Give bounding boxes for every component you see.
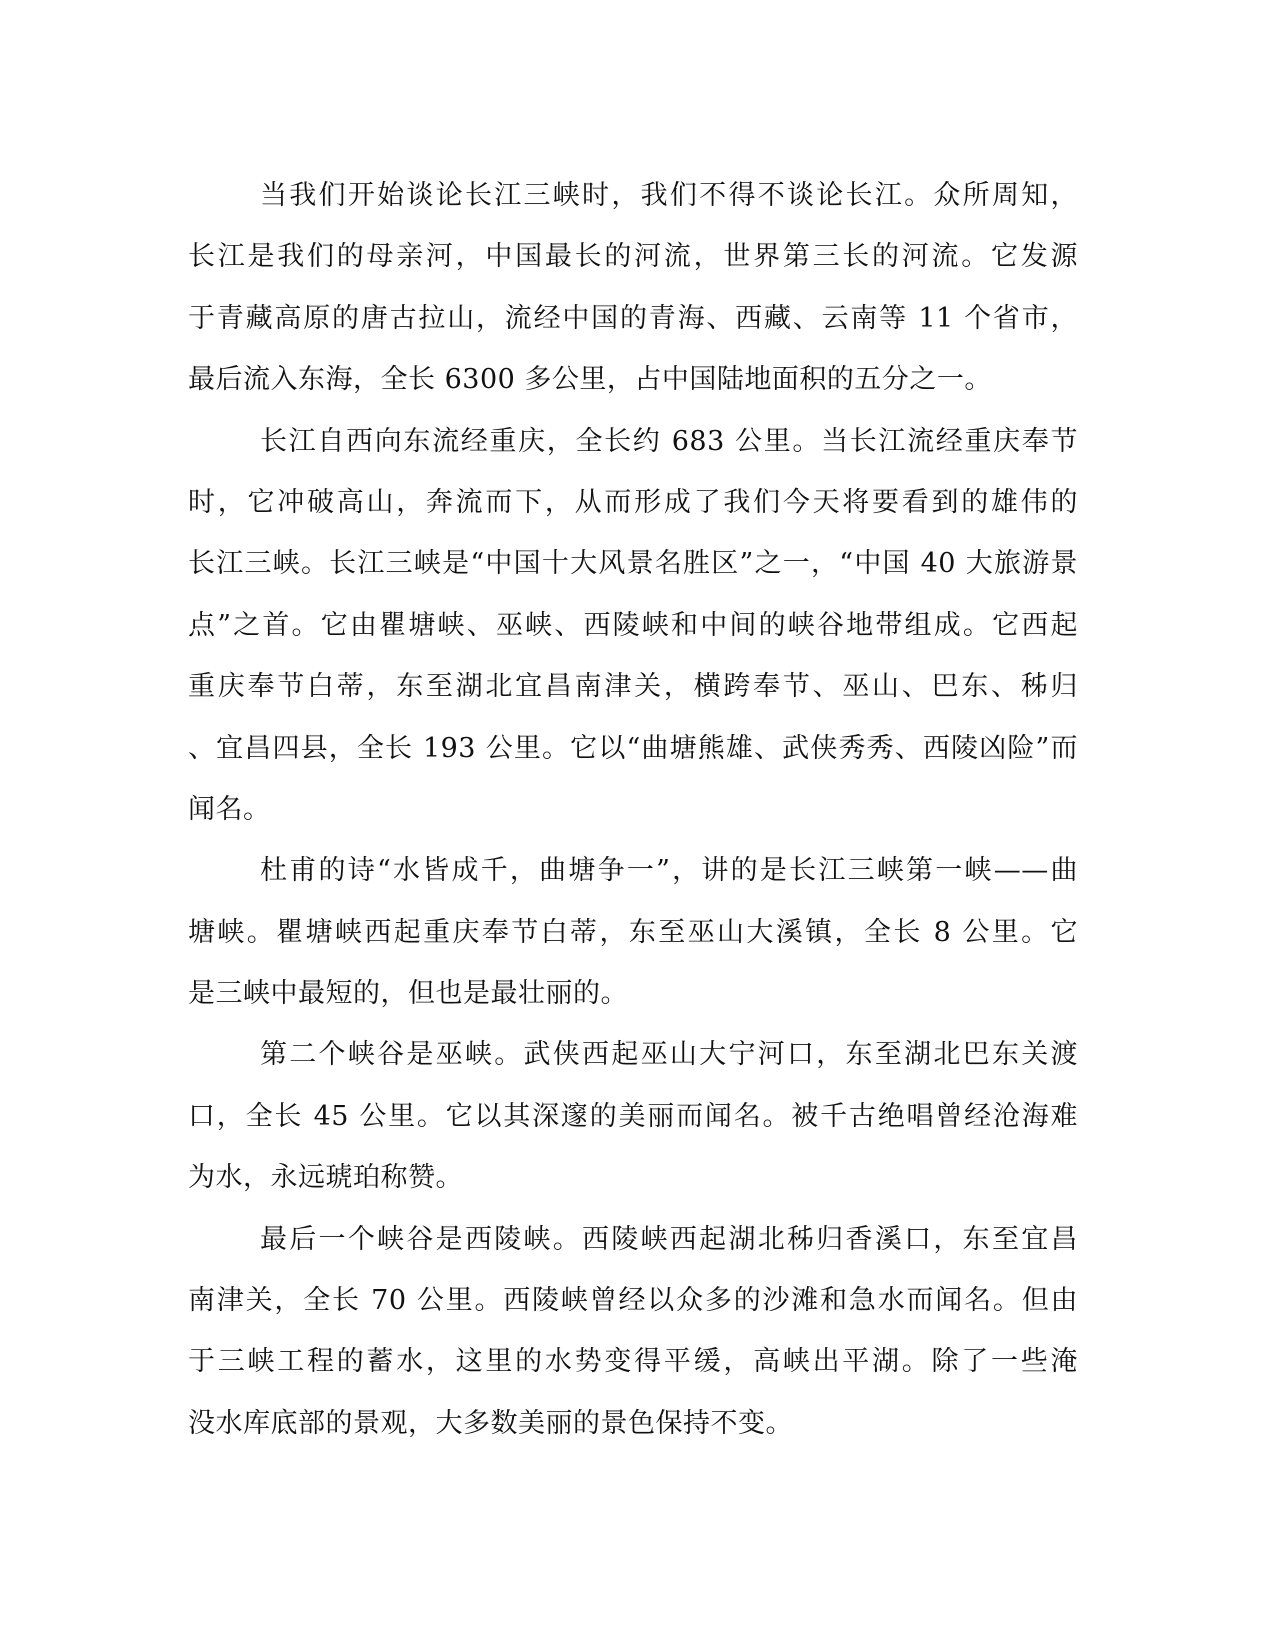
text-line: 最后一个峡谷是西陵峡。西陵峡西起湖北秭归香溪口，东至宜昌: [260, 1223, 1078, 1255]
text-line: 长江自西向东流经重庆，全长约 683 公里。当长江流经重庆奉节: [260, 425, 1078, 457]
text-line: 点”之首。它由瞿塘峡、巫峡、西陵峡和中间的峡谷地带组成。它西起: [188, 609, 1078, 641]
text-line: 杜甫的诗“水皆成千，曲塘争一”，讲的是长江三峡第一峡——曲: [260, 855, 1078, 887]
text-line: 于青藏高原的唐古拉山，流经中国的青海、西藏、云南等 11 个省市，: [188, 302, 1078, 334]
text-line: 为水，永远琥珀称赞。: [188, 1162, 463, 1194]
paragraph-wu-gorge: [188, 1024, 1078, 1208]
text-line: 是三峡中最短的，但也是最壮丽的。: [188, 978, 628, 1010]
text-line: 闻名。: [188, 793, 271, 825]
text-line: 当我们开始谈论长江三峡时，我们不得不谈论长江。众所周知，: [260, 180, 1078, 211]
text-line: 时，它冲破高山，奔流而下，从而形成了我们今天将要看到的雄伟的: [188, 486, 1078, 518]
text-line: 重庆奉节白蒂，东至湖北宜昌南津关，横跨奉节、巫山、巴东、秭归: [188, 671, 1078, 703]
paragraph-three-gorges: [188, 411, 1078, 841]
paragraph-qutang-gorge: [188, 840, 1078, 1024]
text-line: 于三峡工程的蓄水，这里的水势变得平缓，高峡出平湖。除了一些淹: [188, 1346, 1078, 1378]
text-line: 没水库底部的景观，大多数美丽的景色保持不变。: [188, 1407, 793, 1439]
text-line: 第二个峡谷是巫峡。武侠西起巫山大宁河口，东至湖北巴东关渡: [260, 1039, 1078, 1071]
text-line: 口，全长 45 公里。它以其深邃的美丽而闻名。被千古绝唱曾经沧海难: [188, 1100, 1078, 1132]
text-line: 长江是我们的母亲河，中国最长的河流，世界第三长的河流。它发源: [188, 241, 1078, 273]
text-line: 塘峡。瞿塘峡西起重庆奉节白蒂，东至巫山大溪镇，全长 8 公里。它: [188, 916, 1078, 948]
text-line: 最后流入东海，全长 6300 多公里，占中国陆地面积的五分之一。: [188, 364, 992, 396]
paragraph-xiling-gorge: [188, 1209, 1078, 1455]
text-line: 南津关，全长 70 公里。西陵峡曾经以众多的沙滩和急水而闻名。但由: [188, 1285, 1078, 1317]
text-line: 、宜昌四县，全长 193 公里。它以“曲塘熊雄、武侠秀秀、西陵凶险”而: [188, 732, 1078, 764]
document-body: [188, 165, 1078, 1454]
paragraph-yangtze-intro: [188, 165, 1078, 411]
text-line: 长江三峡。长江三峡是“中国十大风景名胜区”之一，“中国 40 大旅游景: [188, 548, 1078, 580]
